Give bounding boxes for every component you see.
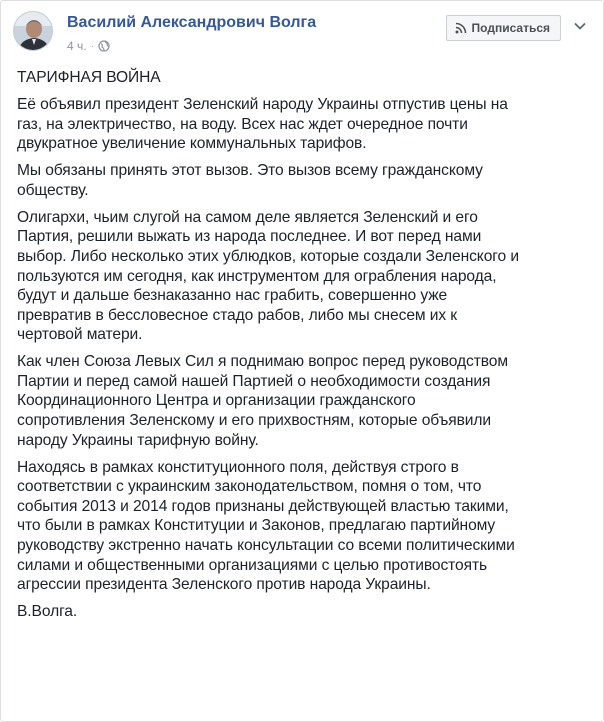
post-text-line: Партия, решили выжать из народа последнее. И вот перед нами — [17, 228, 482, 246]
post-text-line: превратив в бессловесное стадо рабов, либо мы снесем их к — [17, 306, 458, 324]
meta-separator: · — [90, 40, 94, 52]
chevron-down-icon[interactable] — [573, 19, 587, 33]
post-body — [17, 68, 597, 629]
rss-icon — [455, 22, 467, 34]
post-timestamp[interactable]: 4 ч. — [67, 39, 87, 53]
post-text-line: ТАРИФНАЯ ВОЙНА — [17, 69, 161, 86]
avatar[interactable] — [13, 11, 53, 51]
avatar-photo — [14, 12, 53, 51]
post-text-line: агрессии президента Зеленского против народа Украины. — [17, 576, 431, 594]
post-text-line: выбор. Либо несколько этих ублюдков, которые создали Зеленского и — [17, 247, 519, 265]
post-text-line: Координационного Центра и организации гражданского — [17, 392, 416, 410]
post-text-line: В.Волга. — [17, 603, 78, 621]
post-text-line: соответствии с украинским законодательством, помня о том, что — [17, 478, 482, 496]
post-text-line: пользуются им сегодня, как инструментом для ограбления народа, — [17, 267, 497, 285]
post-text-line: Как член Союза Левых Сил я поднимаю вопрос перед руководством — [17, 353, 508, 371]
subscribe-label: Подписаться — [471, 21, 550, 35]
post-text-line: Мы обязаны принять этот вызов. Это вызов всему гражданскому — [17, 162, 483, 180]
subscribe-button[interactable] — [446, 15, 561, 41]
post-meta — [67, 39, 110, 53]
post-text-line: Партии и перед самой нашей Партией о необходимости создания — [17, 372, 491, 390]
post-paragraph — [17, 68, 597, 88]
author-name[interactable]: Василий Александрович Волга — [67, 14, 317, 31]
post-paragraph — [17, 458, 597, 595]
post-text-line: Олигархи, чьим слугой на самом деле является Зеленский и его — [17, 208, 478, 226]
post-text-line: будут и дальше безнаказанно нас грабить, совершенно уже — [17, 287, 448, 305]
post-paragraph — [17, 161, 597, 200]
post-text-line: события 2013 и 2014 годов признаны действующей властью такими, — [17, 497, 509, 515]
post-text-line: Её объявил президент Зеленский народу Украины отпустив цены на — [17, 95, 508, 113]
post-paragraph — [17, 95, 597, 154]
post-text-line: сопротивления Зеленскому и его прихвостням, которые объявили — [17, 412, 491, 430]
post-header — [13, 9, 591, 59]
post-text-line: Находясь в рамках конституционного поля, действуя строго в — [17, 458, 459, 476]
post-paragraph — [17, 208, 597, 345]
post-text-line: чертовой матери. — [17, 326, 143, 344]
post-text-line: обществу. — [17, 181, 89, 199]
post-text-line: руководству экстренно начать консультации со всеми политическими — [17, 537, 515, 555]
post-paragraph — [17, 602, 597, 622]
globe-icon[interactable] — [98, 40, 110, 52]
post-paragraph — [17, 352, 597, 450]
post-text-line: двукратное увеличение коммунальных тарифов. — [17, 135, 367, 153]
post-text-line: силами и общественными организациями с целью противостоять — [17, 556, 488, 574]
post-text-line: народу Украины тарифную войну. — [17, 431, 259, 449]
post-text-line: газ, на электричество, на воду. Всех нас ждет очередное почти — [17, 115, 468, 133]
post-text-line: что были в рамках Конституции и Законов, предлагаю партийному — [17, 517, 496, 535]
